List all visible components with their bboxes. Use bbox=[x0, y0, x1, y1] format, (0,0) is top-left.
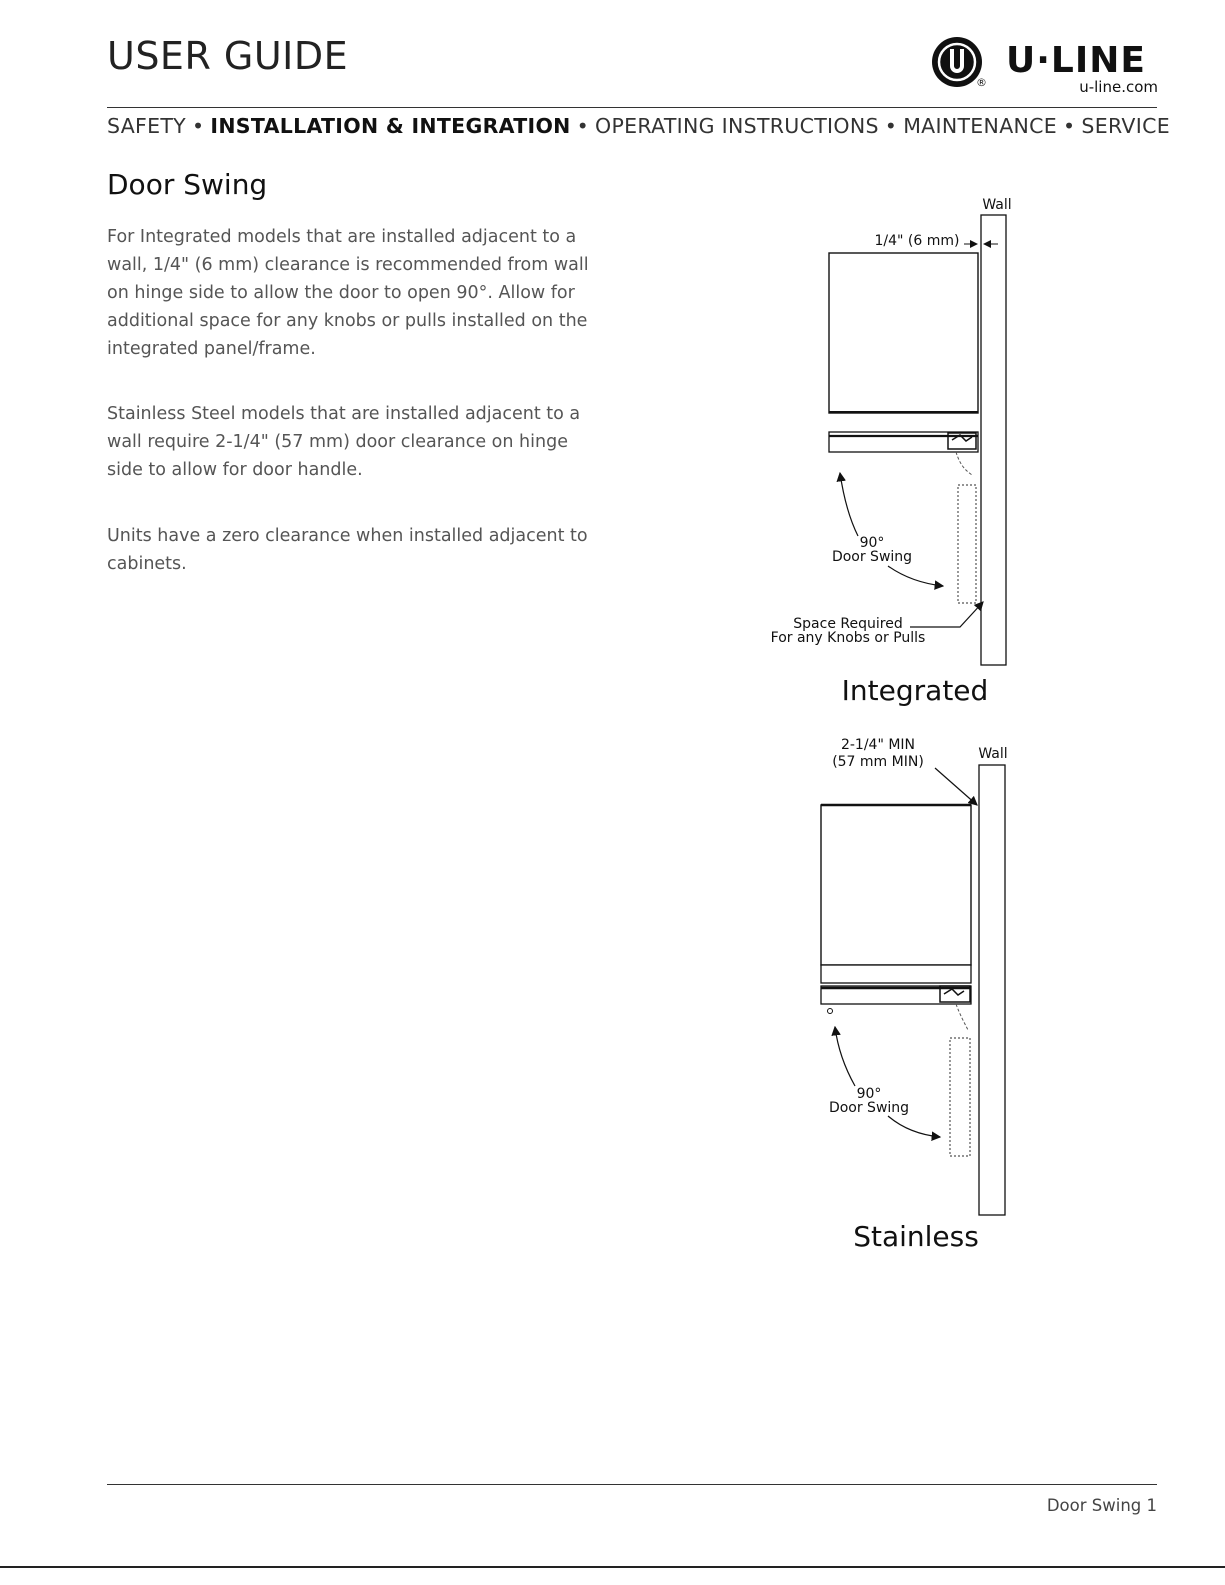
page-bottom-edge bbox=[0, 1566, 1225, 1568]
wall-label: Wall bbox=[982, 197, 1012, 213]
nav-separator: • bbox=[1063, 114, 1076, 138]
swing-angle: 90° bbox=[856, 1086, 882, 1102]
swing-path bbox=[956, 1004, 968, 1030]
footer-divider bbox=[107, 1484, 1157, 1485]
swing-path bbox=[956, 452, 972, 475]
section-nav bbox=[107, 114, 1170, 138]
paragraph-cabinets: Units have a zero clearance when installed adjacent to cabinets. bbox=[107, 526, 588, 574]
clearance-label-2: (57 mm MIN) bbox=[832, 754, 924, 770]
cabinet-base bbox=[821, 965, 971, 983]
nav-separator: • bbox=[192, 114, 205, 138]
clearance-label: 1/4" (6 mm) bbox=[874, 233, 960, 249]
brand-wordmark: U·LINE bbox=[1006, 40, 1146, 81]
cabinet-body bbox=[829, 253, 978, 413]
brand-url: u-line.com bbox=[1079, 78, 1158, 96]
nav-separator: • bbox=[576, 114, 590, 138]
guide-title: USER GUIDE bbox=[107, 34, 349, 78]
swing-arrow-lower bbox=[888, 566, 943, 586]
header-divider bbox=[107, 107, 1157, 108]
nav-item-installation: INSTALLATION & INTEGRATION bbox=[210, 114, 571, 138]
section-heading: Door Swing bbox=[107, 168, 268, 201]
open-door bbox=[950, 1038, 970, 1156]
space-leader bbox=[910, 602, 983, 627]
clearance-leader bbox=[935, 768, 977, 805]
brand-logo bbox=[930, 36, 1162, 98]
nav-separator: • bbox=[884, 114, 898, 138]
nav-item-maintenance: MAINTENANCE bbox=[903, 114, 1058, 138]
nav-item-operating: OPERATING INSTRUCTIONS bbox=[595, 114, 879, 138]
page-footer: Door Swing 1 bbox=[1046, 1496, 1157, 1515]
swing-angle: 90° bbox=[859, 535, 885, 551]
swing-arrow-upper bbox=[840, 473, 858, 536]
handle-icon bbox=[828, 1009, 833, 1014]
clearance-label-1: 2-1/4" MIN bbox=[840, 737, 916, 753]
open-door bbox=[958, 485, 976, 603]
diagram-caption: Integrated bbox=[841, 674, 989, 707]
wall bbox=[981, 215, 1006, 665]
paragraph-stainless: Stainless Steel models that are installed adjacent to a wall require 2-1/4" (57 mm) door clearance on hinge side to allow for door handle. bbox=[107, 404, 581, 480]
swing-label: Door Swing bbox=[831, 549, 913, 565]
space-label-1: Space Required bbox=[793, 616, 903, 632]
space-label-2: For any Knobs or Pulls bbox=[770, 630, 926, 646]
integrated-door-swing-diagram bbox=[760, 190, 1020, 710]
stainless-door-swing-diagram bbox=[760, 730, 1020, 1270]
swing-label: Door Swing bbox=[828, 1100, 910, 1116]
cabinet-body bbox=[821, 805, 971, 965]
swing-arrow-lower bbox=[888, 1116, 940, 1137]
swing-arrow-upper bbox=[835, 1027, 855, 1086]
u-line-logo-icon bbox=[930, 36, 1002, 94]
registered-mark: ® bbox=[976, 76, 987, 89]
paragraph-integrated: For Integrated models that are installed adjacent to a wall, 1/4" (6 mm) clearance is recommended from wall on hinge side to allow the door to open 90°. Allow for additional space for any knobs or pulls installed on the integrated panel/frame. bbox=[107, 227, 589, 359]
wall bbox=[979, 765, 1005, 1215]
wall-label: Wall bbox=[978, 746, 1008, 762]
nav-item-service: SERVICE bbox=[1081, 114, 1170, 138]
diagram-caption: Stainless bbox=[853, 1220, 979, 1253]
nav-item-safety: SAFETY bbox=[107, 114, 187, 138]
